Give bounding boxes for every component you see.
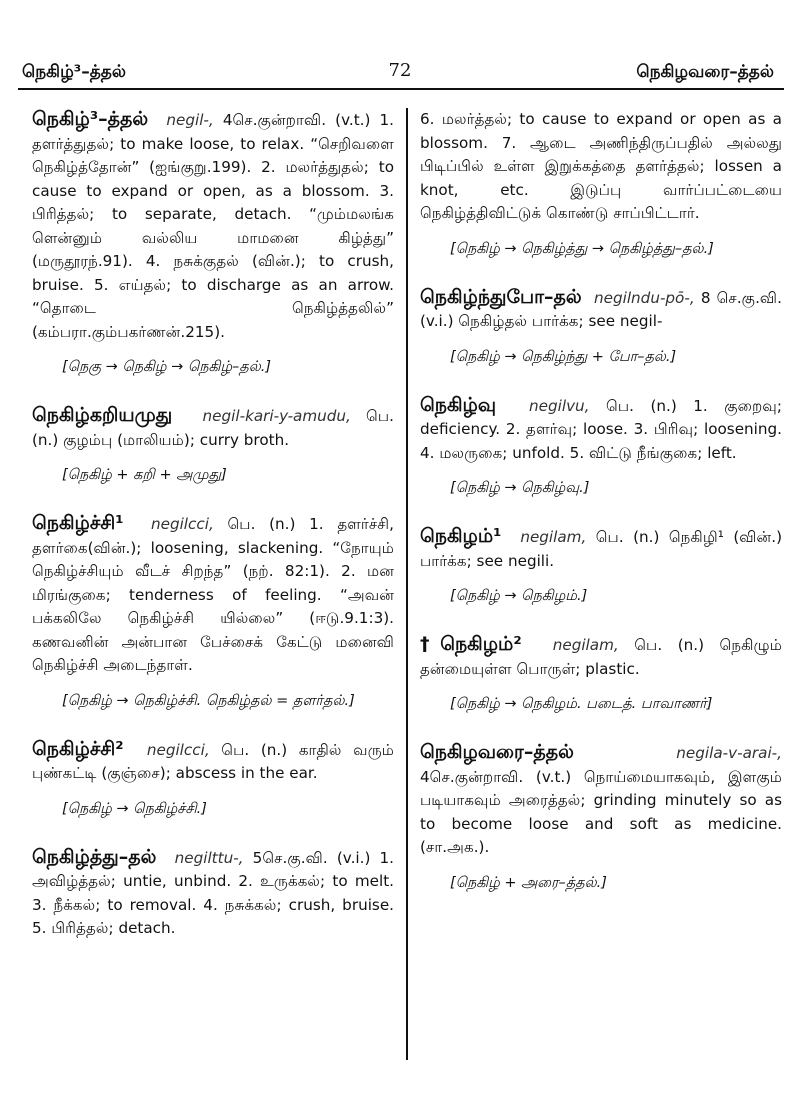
dictionary-entry <box>420 286 782 368</box>
entry-definition: 4செ.குன்றாவி. (v.t.) 1. தளர்த்துதல்; to make loose, to relax. “செறிவளை நெகிழ்த்தோன்” (ஐங்குறு.199). 2. மலர்த்துதல்; to cause to expand or open, as a blossom. 3. பிரித்தல்; to separate, detach. “மும்மலங்க ளென்னும் வல்லிய மாமனை கிழ்த்து” (மருதூரந்.91). 4. நசுக்குதல் (வின்.); to crush, bruise. 5. எய்தல்; to discharge as an arrow. “தொடை நெகிழ்த்தலில்” (கம்பரா.கும்பகர்ணன்.215). <box>32 111 395 341</box>
entry-transliteration: negilvu, <box>529 396 590 415</box>
header-right-guideword: நெகிழவரை–த்தல் <box>636 62 774 82</box>
right-column <box>420 108 782 894</box>
entry-transliteration: negilcci, <box>150 515 214 533</box>
entry-headword: நெகிழ்வு <box>420 393 497 416</box>
column-divider <box>406 108 408 1060</box>
entry-etymology: [நெகிழ் → நெகிழம். படைத். பாவாணர்] <box>450 696 713 712</box>
entry-headword: நெகிழ்த்து–தல் <box>32 845 157 868</box>
entry-definition: 4செ.குன்றாவி. (v.t.) நொய்மையாகவும், இளகும் படியாகவும் அரைத்தல்; grinding minutely so as to become loose and soft as medicine. (சா.அக.). <box>420 767 782 856</box>
entry-etymology: [நெகிழ் → நெகிழ்வு.] <box>450 480 590 496</box>
header-left-guideword: நெகிழ்³–த்தல் <box>22 62 126 82</box>
entry-transliteration: negilam, <box>520 528 587 546</box>
dictionary-entry <box>32 108 394 378</box>
entry-etymology: [நெகிழ் → நெகிழ்ந்து + போ–தல்.] <box>450 348 677 365</box>
entry-etymology: [நெகிழ் → நெகிழ்த்து → நெகிழ்த்து–தல்.] <box>450 240 714 257</box>
entry-etymology: [நெகிழ் → நெகிழம்.] <box>450 588 588 604</box>
entry-transliteration: negila-v-arai-, <box>676 744 782 762</box>
dictionary-entry <box>420 633 782 715</box>
page-number: 72 <box>388 60 412 81</box>
entry-definition: பெ. (n.) 1. தளர்ச்சி, தளர்கை(வின்.); loosening, slackening. “நோயும் நெகிழ்ச்சியும் வீடச் சிறந்த” (நற். 82:1). 2. மன மிரங்குகை; tenderness of feeling. “அவன் பக்கலிலே நெகிழ்ச்சி யில்லை” (ஈடு.9.1:3). கணவனின் அன்பான பேச்சைக் கேட்டு மனைவி நெகிழ்ச்சி அடைந்தாள். <box>32 515 394 674</box>
entry-transliteration: negilttu-, <box>174 848 244 867</box>
dictionary-entry-continued <box>420 108 782 260</box>
entry-transliteration: negilcci, <box>146 740 210 759</box>
entry-headword: நெகிழ்ச்சி¹ <box>32 512 124 534</box>
dictionary-entry <box>32 738 394 820</box>
entry-transliteration: negilndu-pō-, <box>594 288 695 307</box>
entry-etymology: [நெகிழ் → நெகிழ்ச்சி.] <box>62 800 207 817</box>
entry-etymology: [நெகிழ் + கறி + அமுது] <box>62 467 227 483</box>
dictionary-entry <box>420 394 782 500</box>
entry-transliteration: negilam, <box>552 636 619 654</box>
entry-definition: 5செ.கு.வி. (v.i.) 1. அவிழ்த்தல்; untie, unbind. 2. உருக்கல்; to melt. 3. நீக்கல்; to removal. 4. நசுக்கல்; crush, bruise. 5. பிரித்தல்; detach. <box>32 848 395 937</box>
entry-headword: நெகிழ்கறியமுது <box>32 404 173 426</box>
entry-etymology: [நெகிழ் + அரை–த்தல்.] <box>450 874 607 891</box>
header-rule <box>18 88 784 90</box>
entry-headword: நெகிழ்ச்சி² <box>32 737 124 760</box>
entry-definition: பெ. (n.) நெகிழும் தன்மையுள்ள பொருள்; plastic. <box>420 636 783 678</box>
entry-transliteration: negil-kari-y-amudu, <box>202 407 351 425</box>
entry-headword: நெகிழ்³–த்தல் <box>32 108 149 130</box>
entry-transliteration: negil-, <box>166 111 214 129</box>
dictionary-entry <box>32 512 394 712</box>
dictionary-entry <box>32 846 394 941</box>
dictionary-entry <box>420 525 782 607</box>
entry-definition: பெ. (n.) குழம்பு (மாலியம்); curry broth. <box>32 407 394 449</box>
entry-etymology: [நெகு → நெகிழ் → நெகிழ்–தல்.] <box>62 359 272 375</box>
entry-headword: நெகிழ்ந்துபோ–தல் <box>420 285 582 308</box>
left-column <box>32 108 394 941</box>
entry-definition: பெ. (n.) நெகிழி¹ (வின்.) பார்க்க; see negili. <box>420 528 783 570</box>
entry-headword: நெகிழவரை–த்தல் <box>420 741 574 763</box>
entry-headword: நெகிழம்¹ <box>420 525 502 547</box>
dictionary-entry <box>420 741 782 894</box>
entry-etymology: [நெகிழ் → நெகிழ்ச்சி. நெகிழ்தல் = தளர்தல்.] <box>62 692 355 709</box>
entry-definition: 8 செ.கு.வி. (v.i.) நெகிழ்தல் பார்க்க; see negil- <box>420 288 783 330</box>
dictionary-entry <box>32 404 394 486</box>
entry-headword: †நெகிழம்² <box>420 633 522 655</box>
entry-definition: பெ. (n.) காதில் வரும் புண்கட்டி (குஞ்சை); abscess in the ear. <box>32 740 394 782</box>
entry-definition: 6. மலர்த்தல்; to cause to expand or open as a blossom. 7. ஆடை அணிந்திருப்பதில் அல்லது பிடிப்பில் உள்ள இறுக்கத்தை தளர்த்தல்; lossen a knot, etc. இடுப்பு வார்ப்பட்டையை நெகிழ்த்திவிட்டுக் கொண்டு சாப்பிட்டார். <box>420 110 782 222</box>
entry-definition: பெ. (n.) 1. குறைவு; deficiency. 2. தளர்வு; loose. 3. பிரிவு; loosening. 4. மலருகை; unfold. 5. விட்டு நீங்குகை; left. <box>420 396 783 462</box>
